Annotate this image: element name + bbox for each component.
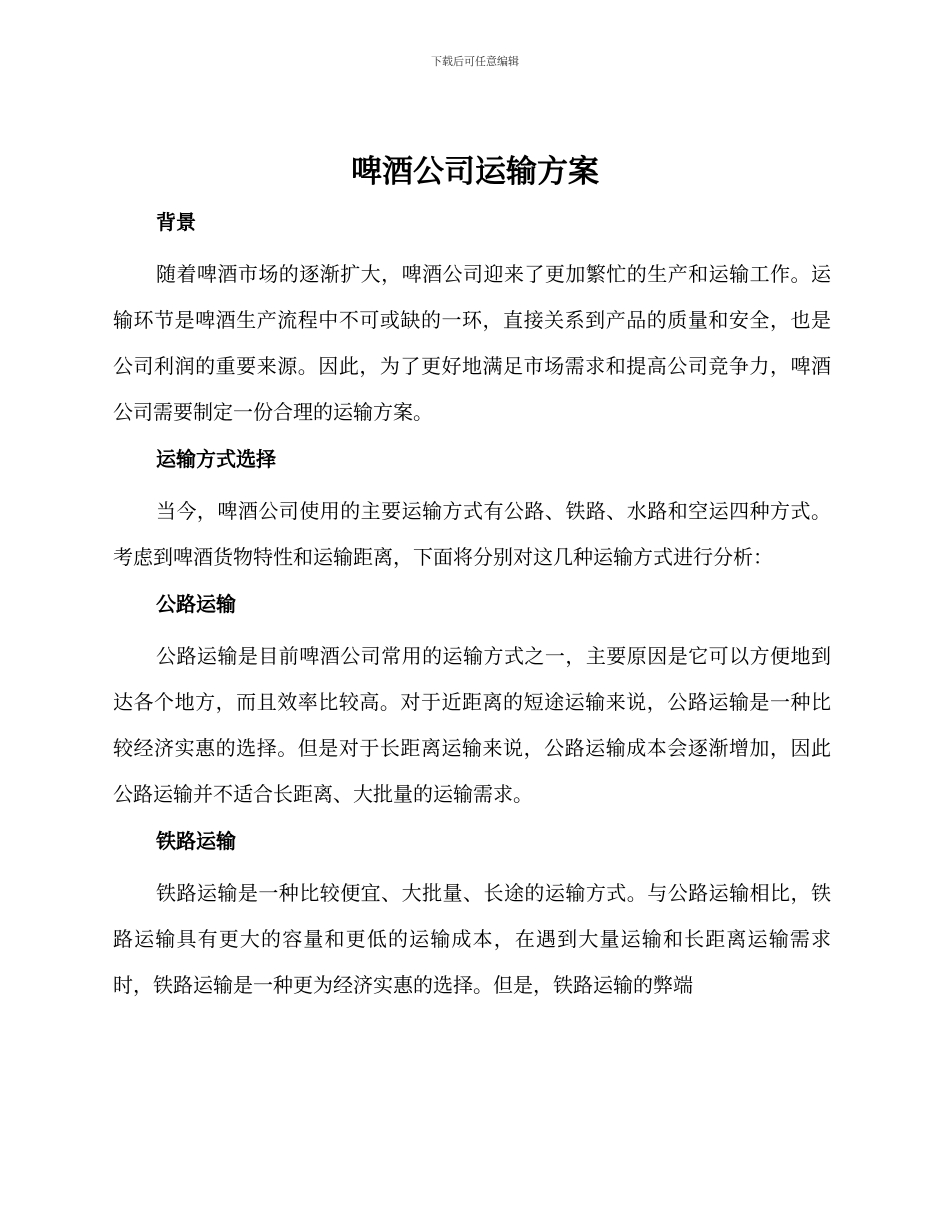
section-paragraph: 当今，啤酒公司使用的主要运输方式有公路、铁路、水路和空运四种方式。考虑到啤酒货物特性和运输距离，下面将分别对这几种运输方式进行分析：	[113, 499, 831, 569]
section-heading: 公路运输	[156, 592, 236, 616]
section-transport-mode-selection	[113, 438, 831, 583]
section-paragraph: 随着啤酒市场的逐渐扩大，啤酒公司迎来了更加繁忙的生产和运输工作。运输环节是啤酒生产流程中不可或缺的一环，直接关系到产品的质量和安全，也是公司利润的重要来源。因此，为了更好地满足市场需求和提高公司竞争力，啤酒公司需要制定一份合理的运输方案。	[113, 262, 831, 424]
section-heading: 铁路运输	[156, 829, 236, 853]
section-road-transport	[113, 583, 831, 820]
page-header-note: 下载后可任意编辑	[431, 55, 519, 68]
document-title: 啤酒公司运输方案	[351, 154, 599, 190]
section-heading: 运输方式选择	[156, 447, 276, 471]
section-paragraph: 铁路运输是一种比较便宜、大批量、长途的运输方式。与公路运输相比，铁路运输具有更大的容量和更低的运输成本，在遇到大量运输和长距离运输需求时，铁路运输是一种更为经济实惠的选择。但是，铁路运输的弊端	[113, 881, 831, 997]
document-body	[113, 201, 831, 1008]
section-heading: 背景	[156, 210, 196, 234]
section-paragraph: 公路运输是目前啤酒公司常用的运输方式之一，主要原因是它可以方便地到达各个地方，而且效率比较高。对于近距离的短途运输来说，公路运输是一种比较经济实惠的选择。但是对于长距离运输来说，公路运输成本会逐渐增加，因此公路运输并不适合长距离、大批量的运输需求。	[113, 644, 831, 806]
section-background	[113, 201, 831, 438]
section-rail-transport	[113, 820, 831, 1008]
